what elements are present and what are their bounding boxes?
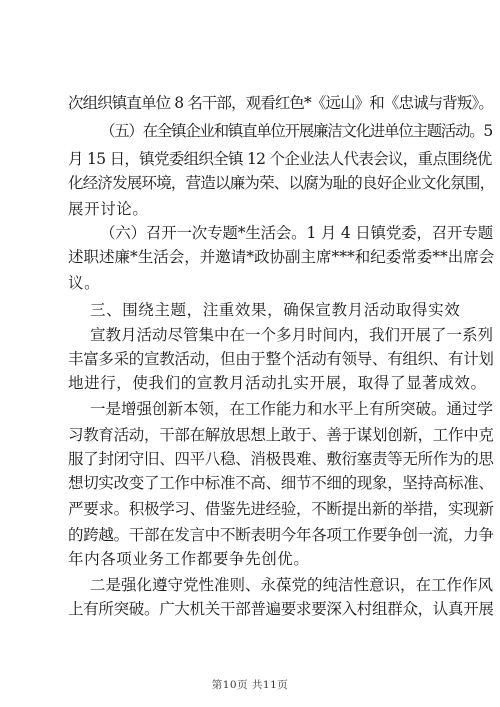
- text-line-8: 议。: [68, 274, 101, 292]
- text-line-11: 丰富多采的宣教活动，但由于整个活动有领导、有组织、有计划: [68, 350, 494, 368]
- text-line-13: 一是增强创新本领，在工作能力和水平上有所突破。通过学: [90, 400, 494, 418]
- text-line-17: 严要求。积极学习、借鉴先进经验，不断提出新的举措，实现新: [68, 500, 494, 518]
- text-line-18: 的跨越。干部在发言中不断表明今年各项工作要争创一流，力争: [68, 526, 494, 544]
- text-line-21: 上有所突破。广大机关干部普遍要求要深入村组群众，认真开展: [68, 600, 494, 618]
- text-line-12: 地进行，使我们的宣教月活动扎实开展，取得了显著成效。: [68, 374, 487, 392]
- text-line-20: 二是强化遵守党性准则、永葆党的纯洁性意识，在工作作风: [90, 576, 494, 594]
- text-line-10: 宣教月活动尽管集中在一个多月时间内，我们开展了一系列: [90, 326, 494, 344]
- text-line-15: 服了封闭守旧、四平八稳、消极畏难、敷衍塞责等无所作为的思: [68, 450, 494, 468]
- text-line-16: 想切实改变了工作中标准不高、细节不细的现象，坚持高标准、: [68, 474, 494, 492]
- page-number: 第10页 共11页: [211, 679, 289, 691]
- section-heading: 三、围绕主题，注重效果，确保宣教月活动取得实效: [90, 301, 461, 319]
- text-line-14: 习教育活动，干部在解放思想上敢于、善于谋划创新，工作中克: [68, 426, 494, 444]
- text-line-2: （五）在全镇企业和镇直单位开展廉洁文化进单位主题活动。5: [100, 122, 492, 140]
- text-line-19: 年内各项业务工作都要争先创优。: [68, 550, 310, 568]
- text-line-1: 次组织镇直单位 8 名干部，观看红色*《远山》和《忠诚与背叛》。: [68, 94, 493, 112]
- text-line-4: 化经济发展环境，营造以廉为荣、以腐为耻的良好企业文化氛围，: [68, 174, 495, 192]
- text-line-6: （六）召开一次专题*生活会。1 月 4 日镇党委，召开专题: [100, 224, 493, 242]
- text-line-5: 展开讨论。: [68, 200, 149, 218]
- text-line-7: 述职述廉*生活会，并邀请*政协副主席***和纪委常委**出席会: [68, 248, 495, 266]
- text-line-3: 月 15 日，镇党委组织全镇 12 个企业法人代表会议，重点围绕优: [68, 150, 492, 168]
